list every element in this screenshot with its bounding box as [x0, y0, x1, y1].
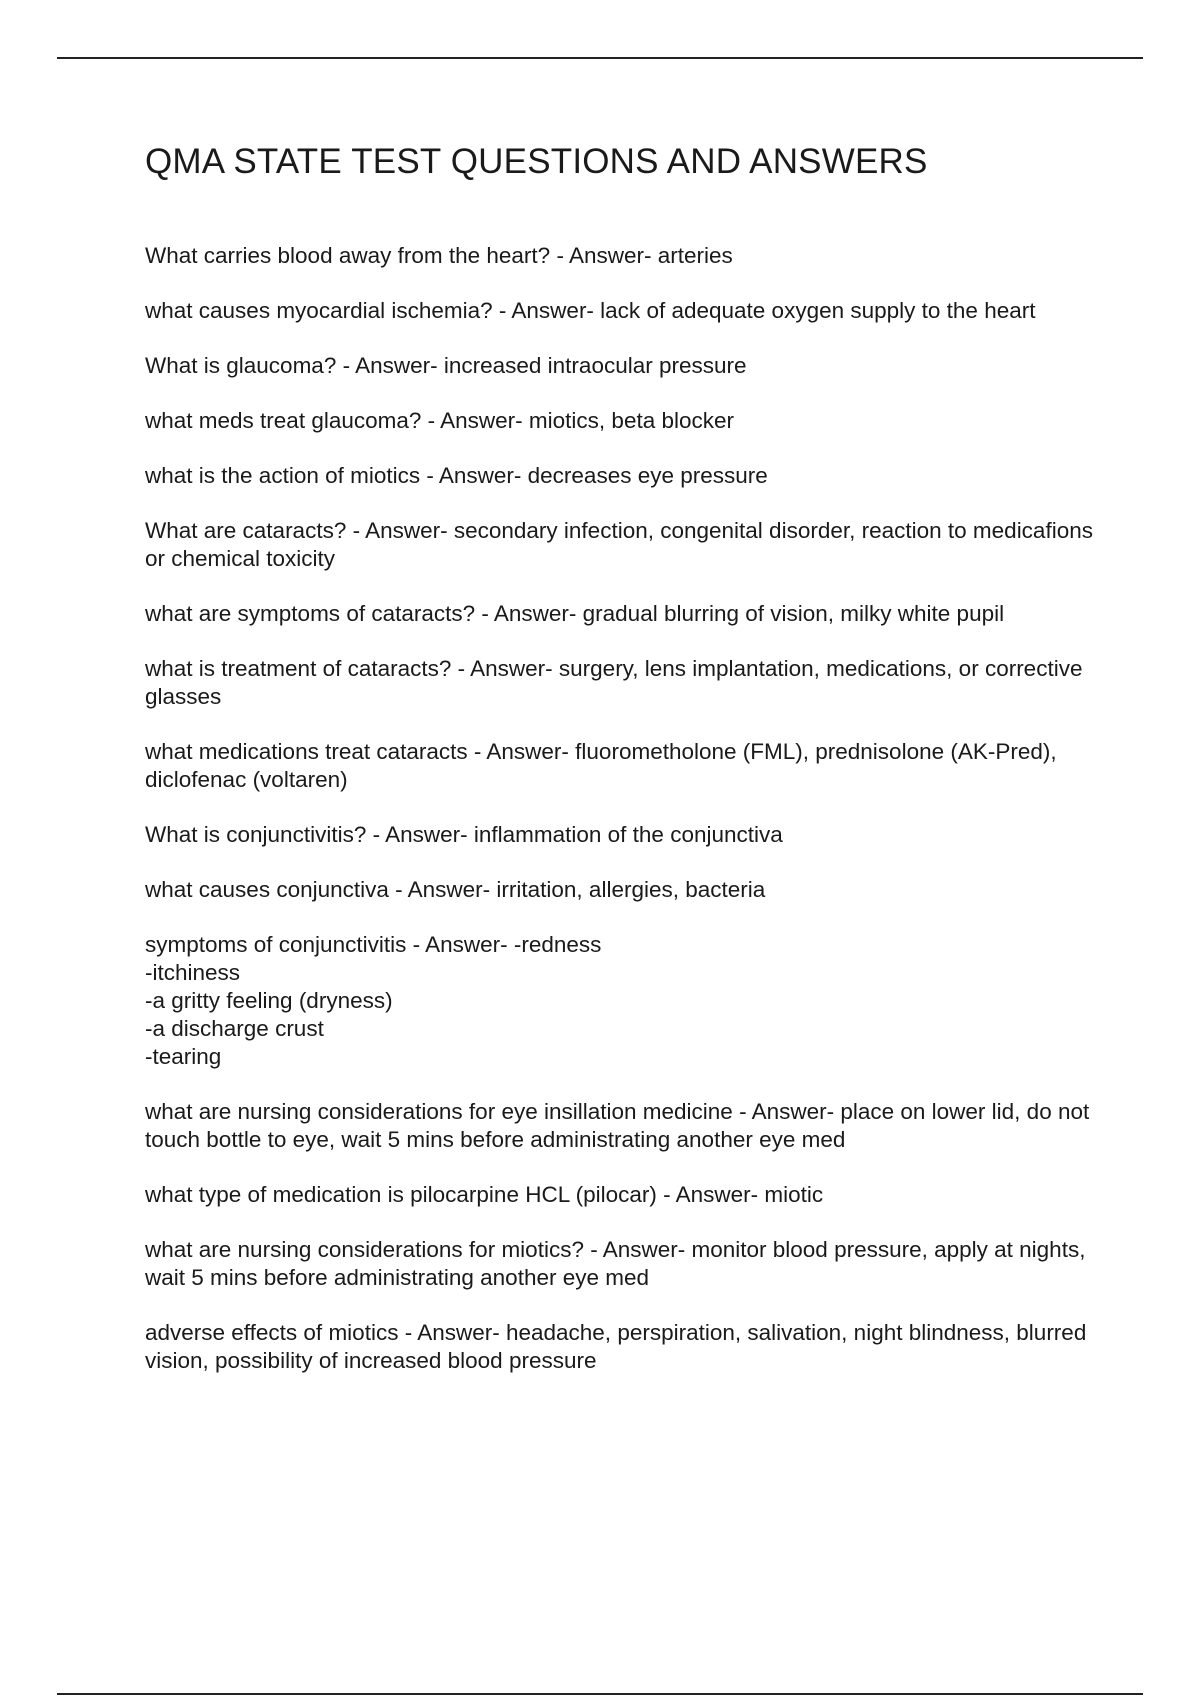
top-divider — [57, 57, 1143, 59]
qa-item-5: what is the action of miotics - Answer- decreases eye pressure — [145, 463, 768, 488]
qa-item-12: symptoms of conjunctivitis - Answer- -redness -itchiness -a gritty feeling (dryness) -a discharge crust -tearing — [145, 932, 602, 1069]
qa-item-2: what causes myocardial ischemia? - Answer- lack of adequate oxygen supply to the heart — [145, 298, 1036, 323]
qa-item-7: what are symptoms of cataracts? - Answer- gradual blurring of vision, milky white pupil — [145, 601, 1005, 626]
qa-item-8: what is treatment of cataracts? - Answer- surgery, lens implantation, medications, or corrective glasses — [145, 656, 1089, 709]
qa-item-9: what medications treat cataracts - Answer- fluorometholone (FML), prednisolone (AK-Pred), diclofenac (voltaren) — [145, 739, 1063, 792]
bottom-divider — [57, 1693, 1143, 1695]
qa-item-3: What is glaucoma? - Answer- increased intraocular pressure — [145, 353, 747, 378]
qa-item-15: what are nursing considerations for miotics? - Answer- monitor blood pressure, apply at nights, wait 5 mins before administrating another eye med — [145, 1237, 1092, 1290]
qa-list — [145, 242, 1100, 1402]
qa-item-4: what meds treat glaucoma? - Answer- miotics, beta blocker — [145, 408, 734, 433]
qa-item-6: What are cataracts? - Answer- secondary infection, congenital disorder, reaction to medicafions or chemical toxicity — [145, 518, 1100, 571]
qa-item-10: What is conjunctivitis? - Answer- inflammation of the conjunctiva — [145, 822, 783, 847]
qa-item-11: what causes conjunctiva - Answer- irritation, allergies, bacteria — [145, 877, 766, 902]
page-title: QMA STATE TEST QUESTIONS AND ANSWERS — [145, 142, 928, 181]
qa-item-14: what type of medication is pilocarpine HCL (pilocar) - Answer- miotic — [145, 1182, 824, 1207]
qa-item-1: What carries blood away from the heart? - Answer- arteries — [145, 243, 733, 268]
qa-item-16: adverse effects of miotics - Answer- headache, perspiration, salivation, night blindness, blurred vision, possibility of increased blood pressure — [145, 1320, 1093, 1373]
qa-item-13: what are nursing considerations for eye insillation medicine - Answer- place on lower lid, do not touch bottle to eye, wait 5 mins before administrating another eye med — [145, 1099, 1096, 1152]
